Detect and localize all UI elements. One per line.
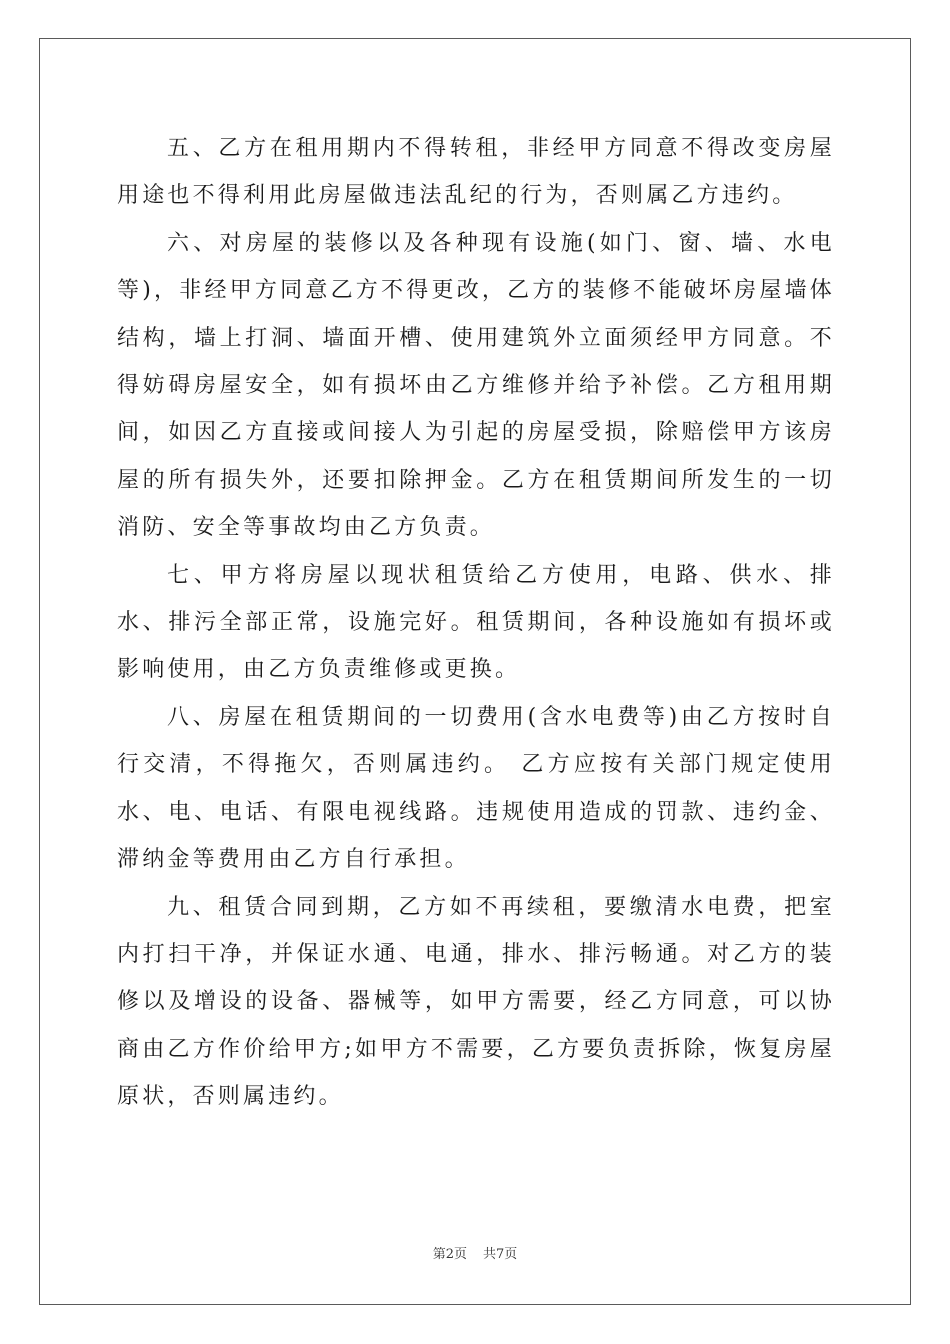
clause-5-paragraph: 五、乙方在租用期内不得转租，非经甲方同意不得改变房屋用途也不得利用此房屋做违法乱纪的行为，否则属乙方违约。 xyxy=(117,136,835,209)
clause-6-paragraph: 六、对房屋的装修以及各种现有设施(如门、窗、墙、水电等)，非经甲方同意乙方不得更改，乙方的装修不能破坏房屋墙体结构，墙上打洞、墙面开槽、使用建筑外立面须经甲方同意。不得妨碍房屋安全，如有损坏由乙方维修并给予补偿。乙方租用期间，如因乙方直接或间接人为引起的房屋受损，除赔偿甲方该房屋的所有损失外，还要扣除押金。乙方在租赁期间所发生的一切消防、安全等事故均由乙方负责。 xyxy=(117,230,835,541)
document-body xyxy=(117,125,835,1121)
page-footer xyxy=(0,1246,950,1264)
clause-7-paragraph: 七、甲方将房屋以现状租赁给乙方使用，电路、供水、排水、排污全部正常，设施完好。租赁期间，各种设施如有损坏或影响使用，由乙方负责维修或更换。 xyxy=(117,562,835,683)
current-page-number: 第2页 xyxy=(432,1247,467,1262)
total-pages: 共7页 xyxy=(483,1247,518,1262)
clause-8-paragraph: 八、房屋在租赁期间的一切费用(含水电费等)由乙方按时自行交清，不得拖欠，否则属违约。 乙方应按有关部门规定使用水、电、电话、有限电视线路。违规使用造成的罚款、违约金、滞纳金等费用由乙方自行承担。 xyxy=(117,704,835,873)
clause-9-paragraph: 九、租赁合同到期，乙方如不再续租，要缴清水电费，把室内打扫干净，并保证水通、电通，排水、排污畅通。对乙方的装修以及增设的设备、器械等，如甲方需要，经乙方同意，可以协商由乙方作价给甲方;如甲方不需要，乙方要负责拆除，恢复房屋原状，否则属违约。 xyxy=(117,894,835,1110)
